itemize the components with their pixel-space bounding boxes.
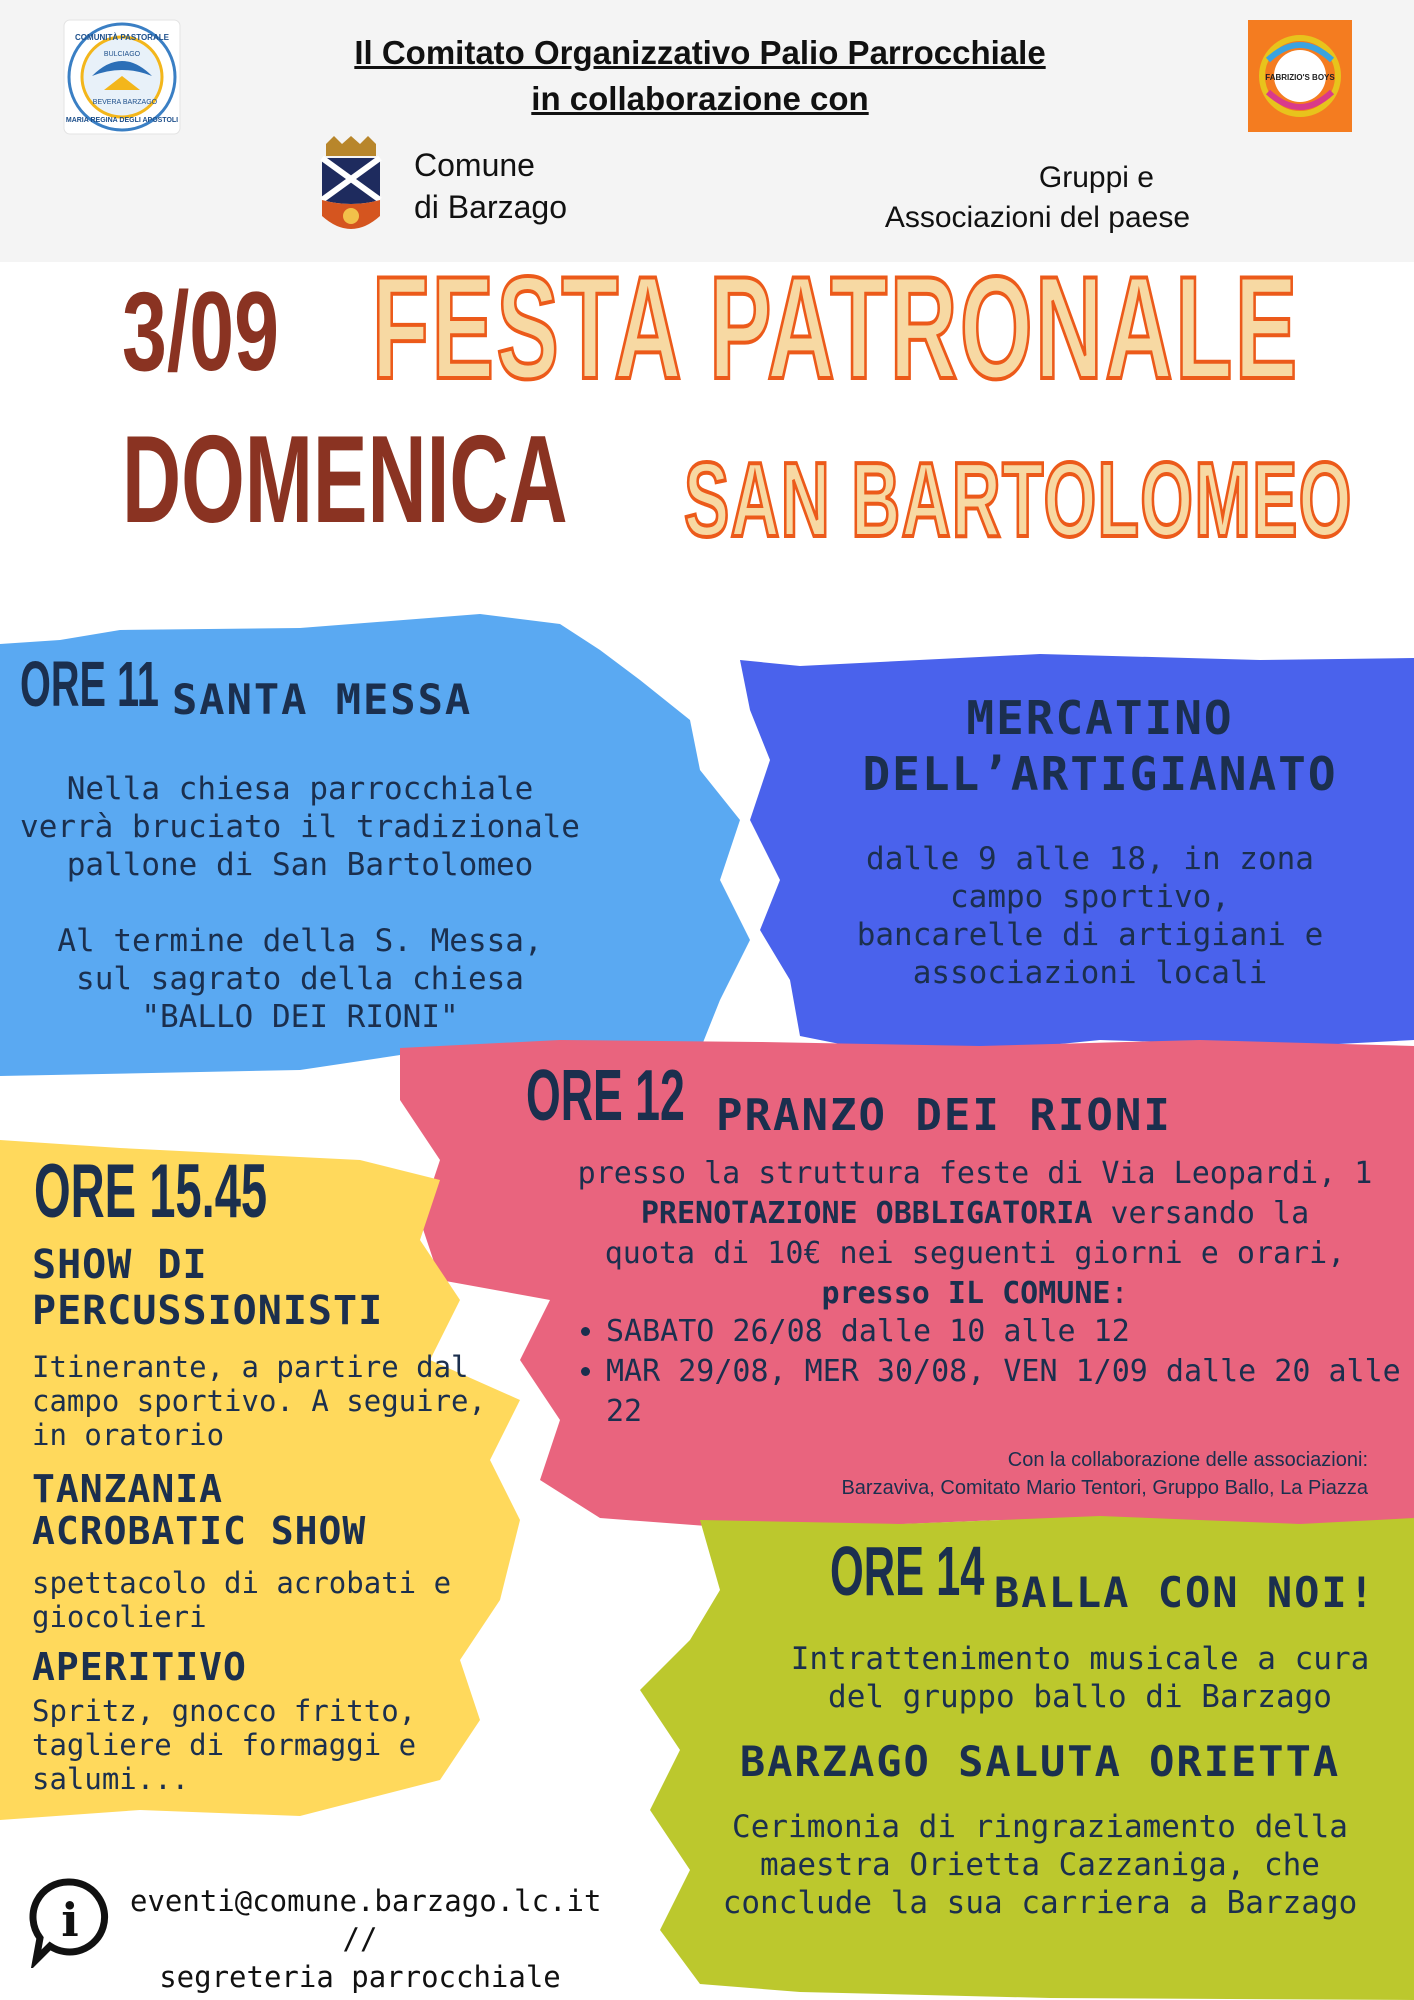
date-title: 3/09 [122,269,279,394]
pomeriggio-time: ORE 15.45 [34,1149,268,1234]
pranzo-line2-rest: versando la [1092,1196,1310,1231]
barzago-coat-of-arms [316,134,386,244]
show-line: in oratorio [32,1418,225,1452]
day-title: DOMENICA [122,411,568,549]
header-title [250,30,1150,122]
mercatino-line: dalle 9 alle 18, in zona [866,841,1314,877]
balla-time: ORE 14 [830,1532,985,1610]
pranzo-collab [560,1446,1368,1502]
logo-fabrizio-text: FABRIZIO'S BOYS [1265,73,1335,82]
pranzo-bullets [566,1312,1414,1432]
comune-label [414,144,567,228]
show-line: campo sportivo. A seguire, [32,1384,486,1418]
aperitivo-title: APERITIVO [32,1645,247,1689]
balla-line: del gruppo ballo di Barzago [828,1679,1332,1715]
show-line: Itinerante, a partire dal [32,1350,469,1384]
pranzo-line4 [560,1274,1390,1314]
contact-email[interactable]: eventi@comune.barzago.lc.it // [130,1884,602,1956]
messa-line: pallone di San Bartolomeo [66,847,534,883]
pranzo-title: PRANZO DEI RIONI [716,1090,1172,1141]
aperitivo-line: Spritz, gnocco fritto, [32,1694,417,1728]
info-icon [28,1876,110,1968]
mercatino-line: associazioni locali [912,955,1268,991]
tanzania-line: giocolieri [32,1600,207,1634]
gruppi-label [790,158,1190,238]
comune-line2: di Barzago [414,189,567,225]
logo-text-top: COMUNITÀ PASTORALE [75,33,169,42]
aperitivo-line: salumi... [32,1762,190,1796]
pranzo-bullet: • MAR 29/08, MER 30/08, VEN 1/09 dalle 20 alle 22 [606,1352,1414,1432]
tanzania-title [32,1468,366,1552]
tanzania-title-line1: TANZANIA [32,1467,224,1511]
pranzo-bullet: • SABATO 26/08 dalle 10 alle 12 [606,1312,1414,1352]
pranzo-body [560,1154,1390,1314]
pranzo-bold2-rest: : [1110,1276,1129,1311]
mercatino-body [800,840,1380,992]
mercatino-line: campo sportivo, [950,879,1230,915]
tanzania-body [32,1566,451,1634]
saluta-line: Cerimonia di ringraziamento della [732,1809,1348,1845]
saluta-line: maestra Orietta Cazzaniga, che [760,1847,1320,1883]
contact-info [130,1882,602,1996]
messa-line [20,884,580,922]
gruppi-line2: Associazioni del paese [884,201,1190,234]
header-title-line2: in collaborazione con [531,80,869,117]
pranzo-line1: presso la struttura feste di Via Leopardi, 1 [577,1156,1373,1191]
pranzo-line2 [560,1194,1390,1234]
show-title-line2: PERCUSSIONISTI [32,1288,384,1334]
logo-text-bottom: MARIA REGINA DEGLI APOSTOLI [65,117,179,124]
messa-title: SANTA MESSA [172,675,473,724]
info-symbol: i [61,1893,79,1947]
messa-line: "BALLO DEI RIONI" [141,999,459,1035]
messa-line: verrà bruciato il tradizionale [20,809,580,845]
pranzo-line3: quota di 10€ nei seguenti giorni e orari, [604,1236,1346,1271]
header-title-line1: Il Comitato Organizzativo Palio Parrocchiale [354,34,1046,71]
show-title [32,1242,383,1334]
collab-line1: Con la collaborazione delle associazioni: [1007,1449,1368,1471]
show-body [32,1350,486,1452]
saluta-body [680,1808,1400,1922]
san-bartolomeo-title: SAN BARTOLOMEO [684,441,1353,559]
mercatino-line: bancarelle di artigiani e [856,917,1324,953]
contact-segreteria: segreteria parrocchiale [159,1960,561,1994]
saluta-title: BARZAGO SALUTA ORIETTA [739,1737,1341,1786]
logo-text-bevera: BEVERA [92,99,122,106]
show-title-line1: SHOW DI [32,1242,208,1288]
festa-patronale-title: FESTA PATRONALE [372,246,1300,409]
saluta-line: conclude la sua carriera a Barzago [722,1885,1358,1921]
aperitivo-body [32,1694,416,1796]
balla-title: BALLA CON NOI! [994,1568,1377,1617]
messa-line: sul sagrato della chiesa [76,961,524,997]
messa-line: Nella chiesa parrocchiale [66,771,534,807]
balla-body [760,1640,1400,1716]
comune-line1: Comune [414,147,535,183]
pastoral-logo [62,18,182,136]
logo-text-barzago: BARZAGO [122,99,158,106]
tanzania-title-line2: ACROBATIC SHOW [32,1509,367,1553]
fabrizios-boys-logo [1248,20,1352,132]
mercatino-title-line2: DELL’ARTIGIANATO [862,747,1338,801]
pranzo-bold2: presso IL COMUNE [821,1276,1111,1311]
tanzania-line: spettacolo di acrobati e [32,1566,452,1600]
gruppi-line1: Gruppi e [1038,161,1154,194]
mercatino-title-line1: MERCATINO [966,691,1234,745]
balla-line: Intrattenimento musicale a cura [790,1641,1370,1677]
collab-line2: Barzaviva, Comitato Mario Tentori, Gruppo Ballo, La Piazza [841,1477,1368,1499]
logo-text-bulciago: BULCIAGO [103,51,141,58]
messa-time: ORE 11 [20,648,159,720]
pranzo-time: ORE 12 [526,1056,685,1136]
mercatino-title [800,690,1400,802]
pranzo-bold1: PRENOTAZIONE OBBLIGATORIA [640,1196,1093,1231]
messa-body [20,770,580,1036]
messa-line: Al termine della S. Messa, [57,923,543,959]
aperitivo-line: tagliere di formaggi e [32,1728,417,1762]
